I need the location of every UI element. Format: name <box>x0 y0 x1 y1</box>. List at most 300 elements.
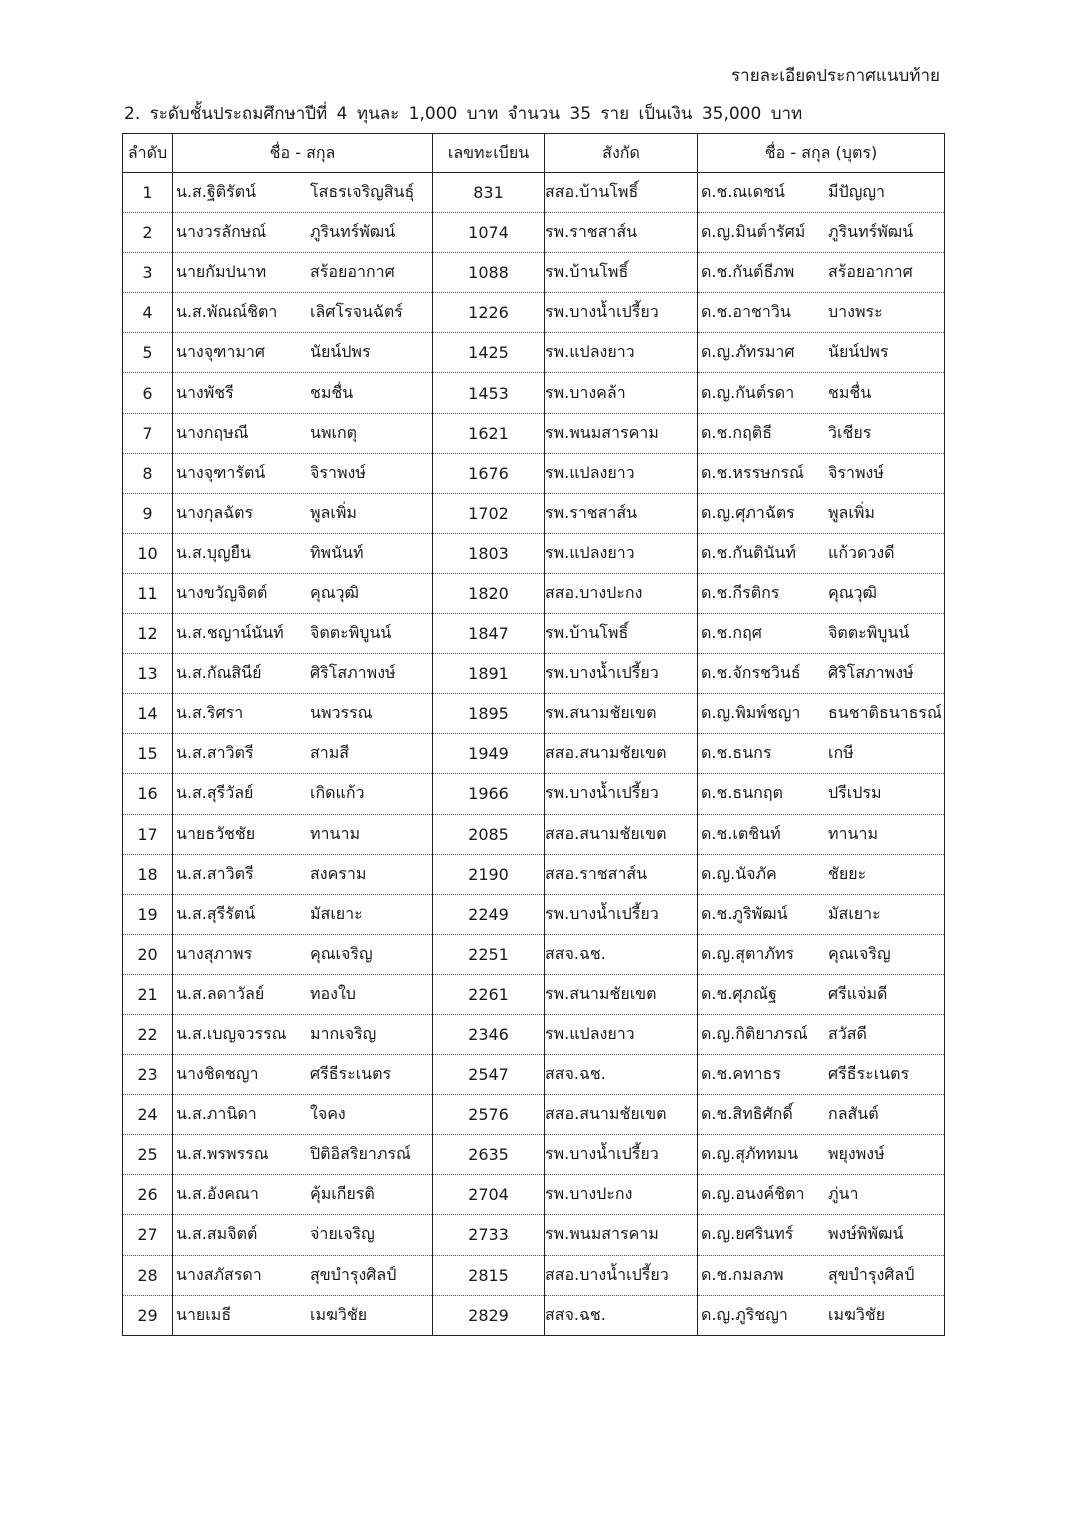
member-first-name: น.ส.ชญาน์นันท์ <box>176 623 284 643</box>
child-first-name: ด.ช.ศุภณัฐ <box>701 983 777 1003</box>
row-number: 11 <box>123 573 173 613</box>
row-number: 3 <box>123 253 173 293</box>
member-name-cell <box>173 1135 433 1175</box>
child-last-name: มัสเยาะ <box>828 903 881 923</box>
affiliation: สสจ.ฉช. <box>545 1295 698 1335</box>
registration-number: 2249 <box>433 894 545 934</box>
member-last-name: จ่ายเจริญ <box>310 1224 375 1244</box>
member-name-cell <box>173 974 433 1014</box>
registration-number: 1074 <box>433 213 545 253</box>
table-row <box>123 333 945 373</box>
child-first-name: ด.ญ.ศุภาฉัตร <box>701 502 795 522</box>
affiliation: รพ.แปลงยาว <box>545 453 698 493</box>
table-row <box>123 814 945 854</box>
member-first-name: น.ส.สมจิตต์ <box>176 1224 258 1244</box>
child-last-name: ภูรินทร์พัฒน์ <box>828 222 914 242</box>
affiliation: สสอ.บางปะกง <box>545 573 698 613</box>
member-first-name: นางขวัญจิตต์ <box>176 582 268 602</box>
child-name-cell <box>698 413 945 453</box>
affiliation: รพ.บางปะกง <box>545 1175 698 1215</box>
child-name-cell <box>698 894 945 934</box>
col-header-no: ลำดับ <box>123 134 173 173</box>
member-last-name: ปิติอิสริยาภรณ์ <box>310 1144 411 1164</box>
child-first-name: ด.ญ.สุตาภัทร <box>701 943 795 963</box>
child-first-name: ด.ช.อาชาวิน <box>701 302 791 322</box>
registration-number: 1226 <box>433 293 545 333</box>
child-last-name: ภู่นา <box>828 1184 859 1204</box>
member-name-cell <box>173 1295 433 1335</box>
member-first-name: นายธวัชชัย <box>176 823 256 843</box>
member-first-name: นางชิดชญา <box>176 1064 259 1084</box>
row-number: 4 <box>123 293 173 333</box>
row-number: 1 <box>123 173 173 213</box>
member-last-name: สงคราม <box>310 863 367 883</box>
table-row <box>123 413 945 453</box>
child-last-name: ชมชื่น <box>828 382 872 402</box>
section-heading: 2. ระดับชั้นประถมศึกษาปีที่ 4 ทุนละ 1,000 บาท จำนวน 35 ราย เป็นเงิน 35,000 บาท <box>124 104 803 124</box>
registration-number: 2261 <box>433 974 545 1014</box>
affiliation: รพ.บ้านโพธิ์ <box>545 253 698 293</box>
child-name-cell <box>698 734 945 774</box>
row-number: 25 <box>123 1135 173 1175</box>
registration-number: 1847 <box>433 614 545 654</box>
registration-number: 2346 <box>433 1014 545 1054</box>
row-number: 17 <box>123 814 173 854</box>
child-name-cell <box>698 934 945 974</box>
row-number: 6 <box>123 373 173 413</box>
registration-number: 2829 <box>433 1295 545 1335</box>
member-last-name: ทองใบ <box>310 983 356 1003</box>
child-last-name: เมฆวิชัย <box>828 1304 886 1324</box>
row-number: 10 <box>123 533 173 573</box>
row-number: 27 <box>123 1215 173 1255</box>
child-last-name: ชัยยะ <box>828 863 867 883</box>
child-last-name: จิราพงษ์ <box>828 462 884 482</box>
member-name-cell <box>173 854 433 894</box>
child-last-name: ทานาม <box>828 823 878 843</box>
child-last-name: เกษี <box>828 743 854 763</box>
row-number: 9 <box>123 493 173 533</box>
child-name-cell <box>698 173 945 213</box>
child-first-name: ด.ญ.กันต์รดา <box>701 382 795 402</box>
table-row <box>123 1215 945 1255</box>
row-number: 24 <box>123 1095 173 1135</box>
child-name-cell <box>698 293 945 333</box>
affiliation: รพ.แปลงยาว <box>545 1014 698 1054</box>
member-last-name: นพเกตุ <box>310 422 358 442</box>
affiliation: รพ.บางน้ำเปรี้ยว <box>545 654 698 694</box>
affiliation: รพ.บ้านโพธิ์ <box>545 614 698 654</box>
affiliation: รพ.บางน้ำเปรี้ยว <box>545 293 698 333</box>
child-name-cell <box>698 854 945 894</box>
member-name-cell <box>173 614 433 654</box>
member-first-name: น.ส.กัณสินีย์ <box>176 663 262 683</box>
table-row <box>123 774 945 814</box>
registration-number: 2704 <box>433 1175 545 1215</box>
table-row <box>123 974 945 1014</box>
registration-number: 1425 <box>433 333 545 373</box>
child-first-name: ด.ช.ธนกร <box>701 743 772 763</box>
registration-number: 1702 <box>433 493 545 533</box>
member-first-name: น.ส.ฐิติรัตน์ <box>176 182 257 202</box>
child-name-cell <box>698 1175 945 1215</box>
table-row <box>123 614 945 654</box>
member-last-name: สุขบำรุงศิลป์ <box>310 1264 397 1284</box>
affiliation: สสจ.ฉช. <box>545 934 698 974</box>
row-number: 5 <box>123 333 173 373</box>
member-name-cell <box>173 694 433 734</box>
table-row <box>123 573 945 613</box>
child-last-name: ธนชาติธนาธรณ์ <box>828 703 942 723</box>
child-first-name: ด.ช.กันตินันท์ <box>701 542 796 562</box>
member-name-cell <box>173 293 433 333</box>
child-last-name: มีปัญญา <box>828 182 885 202</box>
member-last-name: จิราพงษ์ <box>310 462 366 482</box>
table-row <box>123 694 945 734</box>
member-first-name: น.ส.สาวิตรี <box>176 743 254 763</box>
table-row <box>123 854 945 894</box>
table-row <box>123 293 945 333</box>
child-name-cell <box>698 573 945 613</box>
member-last-name: จิตตะพิบูนน์ <box>310 623 392 643</box>
registration-number: 2635 <box>433 1135 545 1175</box>
registration-number: 1803 <box>433 533 545 573</box>
child-first-name: ด.ญ.กิติยาภรณ์ <box>701 1024 808 1044</box>
table-row <box>123 213 945 253</box>
member-last-name: ศรีธีระเนตร <box>310 1064 392 1084</box>
member-name-cell <box>173 413 433 453</box>
col-header-reg: เลขทะเบียน <box>433 134 545 173</box>
child-first-name: ด.ช.จักรชวินธ์ <box>701 663 801 683</box>
child-first-name: ด.ช.หรรษกรณ์ <box>701 462 804 482</box>
member-name-cell <box>173 253 433 293</box>
affiliation: รพ.แปลงยาว <box>545 533 698 573</box>
child-last-name: ศรีแจ่มดี <box>828 983 888 1003</box>
affiliation: รพ.ราชสาส์น <box>545 493 698 533</box>
member-name-cell <box>173 734 433 774</box>
registration-number: 1966 <box>433 774 545 814</box>
member-last-name: คุณเจริญ <box>310 943 373 963</box>
scholarship-table <box>122 133 945 1336</box>
affiliation: รพ.บางน้ำเปรี้ยว <box>545 1135 698 1175</box>
affiliation: รพ.บางน้ำเปรี้ยว <box>545 894 698 934</box>
affiliation: รพ.บางน้ำเปรี้ยว <box>545 774 698 814</box>
member-last-name: เลิศโรจนฉัตร์ <box>310 302 403 322</box>
child-first-name: ด.ช.กันต์ธีภพ <box>701 262 795 282</box>
child-name-cell <box>698 694 945 734</box>
member-first-name: น.ส.พัณณ์ชิตา <box>176 302 278 322</box>
member-last-name: เมฆวิชัย <box>310 1304 368 1324</box>
child-last-name: ปรีเปรม <box>828 783 882 803</box>
row-number: 21 <box>123 974 173 1014</box>
member-first-name: นายเมธี <box>176 1304 232 1324</box>
member-first-name: นางจุฑารัตน์ <box>176 462 266 482</box>
child-last-name: ศิริโสภาพงษ์ <box>828 663 914 683</box>
member-first-name: นางวรลักษณ์ <box>176 222 267 242</box>
member-name-cell <box>173 373 433 413</box>
child-last-name: นัยน์ปพร <box>828 342 889 362</box>
member-name-cell <box>173 1055 433 1095</box>
member-last-name: มัสเยาะ <box>310 903 363 923</box>
child-first-name: ด.ช.กฤศ <box>701 623 762 643</box>
child-first-name: ด.ญ.สุภัททมน <box>701 1144 799 1164</box>
child-first-name: ด.ญ.ภูริชญา <box>701 1304 788 1324</box>
child-last-name: คุณวุฒิ <box>828 582 877 602</box>
attachment-note: รายละเอียดประกาศแนบท้าย <box>731 66 940 86</box>
affiliation: รพ.พนมสารคาม <box>545 1215 698 1255</box>
row-number: 13 <box>123 654 173 694</box>
row-number: 7 <box>123 413 173 453</box>
member-first-name: น.ส.สุรีรัตน์ <box>176 903 256 923</box>
member-name-cell <box>173 493 433 533</box>
affiliation: รพ.แปลงยาว <box>545 333 698 373</box>
row-number: 18 <box>123 854 173 894</box>
row-number: 22 <box>123 1014 173 1054</box>
registration-number: 2085 <box>433 814 545 854</box>
child-first-name: ด.ช.กฤติธี <box>701 422 772 442</box>
child-name-cell <box>698 1215 945 1255</box>
member-last-name: ภูรินทร์พัฒน์ <box>310 222 396 242</box>
child-first-name: ด.ช.สิทธิศักดิ์ <box>701 1104 793 1124</box>
member-first-name: น.ส.ริศรา <box>176 703 244 723</box>
member-name-cell <box>173 573 433 613</box>
registration-number: 1676 <box>433 453 545 493</box>
registration-number: 1891 <box>433 654 545 694</box>
child-first-name: ด.ญ.มินต์ารัศม์ <box>701 222 806 242</box>
affiliation: รพ.บางคล้า <box>545 373 698 413</box>
table-row <box>123 934 945 974</box>
registration-number: 1820 <box>433 573 545 613</box>
registration-number: 2733 <box>433 1215 545 1255</box>
child-name-cell <box>698 1055 945 1095</box>
member-last-name: สร้อยอากาศ <box>310 262 395 282</box>
child-name-cell <box>698 614 945 654</box>
row-number: 12 <box>123 614 173 654</box>
child-last-name: พูลเพิ่ม <box>828 502 875 522</box>
row-number: 16 <box>123 774 173 814</box>
child-last-name: บางพระ <box>828 302 883 322</box>
child-name-cell <box>698 253 945 293</box>
child-name-cell <box>698 1014 945 1054</box>
child-first-name: ด.ช.ธนกฤต <box>701 783 783 803</box>
child-last-name: กลสันต์ <box>828 1104 879 1124</box>
col-header-child: ชื่อ - สกุล (บุตร) <box>698 134 945 173</box>
member-name-cell <box>173 1255 433 1295</box>
member-name-cell <box>173 1215 433 1255</box>
member-name-cell <box>173 333 433 373</box>
member-last-name: นัยน์ปพร <box>310 342 371 362</box>
row-number: 29 <box>123 1295 173 1335</box>
member-first-name: น.ส.ภานิดา <box>176 1104 257 1124</box>
affiliation: รพ.สนามชัยเขต <box>545 974 698 1014</box>
table-row <box>123 1055 945 1095</box>
child-name-cell <box>698 1135 945 1175</box>
row-number: 14 <box>123 694 173 734</box>
affiliation: สสอ.สนามชัยเขต <box>545 1095 698 1135</box>
table-row <box>123 654 945 694</box>
child-first-name: ด.ญ.อนงค์ชิตา <box>701 1184 805 1204</box>
child-name-cell <box>698 373 945 413</box>
registration-number: 2251 <box>433 934 545 974</box>
member-last-name: ศิริโสภาพงษ์ <box>310 663 396 683</box>
affiliation: สสอ.บ้านโพธิ์ <box>545 173 698 213</box>
child-last-name: ศรีธีระเนตร <box>828 1064 910 1084</box>
member-last-name: สามสี <box>310 743 350 763</box>
row-number: 23 <box>123 1055 173 1095</box>
row-number: 26 <box>123 1175 173 1215</box>
member-first-name: น.ส.ลดาวัลย์ <box>176 983 265 1003</box>
table-row <box>123 373 945 413</box>
registration-number: 2576 <box>433 1095 545 1135</box>
member-last-name: เกิดแก้ว <box>310 783 365 803</box>
member-first-name: น.ส.อังคณา <box>176 1184 259 1204</box>
affiliation: รพ.ราชสาส์น <box>545 213 698 253</box>
member-first-name: นางจุฑามาศ <box>176 342 266 362</box>
member-last-name: คุ้มเกียรติ <box>310 1184 375 1204</box>
child-first-name: ด.ช.เตชินท์ <box>701 823 781 843</box>
registration-number: 2547 <box>433 1055 545 1095</box>
table-row <box>123 493 945 533</box>
member-last-name: ทานาม <box>310 823 360 843</box>
table-row <box>123 734 945 774</box>
member-last-name: คุณวุฒิ <box>310 582 359 602</box>
table-row <box>123 533 945 573</box>
row-number: 15 <box>123 734 173 774</box>
table-row <box>123 1255 945 1295</box>
member-first-name: นางสุภาพร <box>176 943 253 963</box>
child-first-name: ด.ช.กีรติกร <box>701 582 780 602</box>
child-name-cell <box>698 1295 945 1335</box>
child-first-name: ด.ช.ณเดชน์ <box>701 182 785 202</box>
child-last-name: สร้อยอากาศ <box>828 262 913 282</box>
member-name-cell <box>173 1095 433 1135</box>
member-name-cell <box>173 774 433 814</box>
child-last-name: พยุงพงษ์ <box>828 1144 885 1164</box>
member-last-name: พูลเพิ่ม <box>310 502 357 522</box>
table-row <box>123 1295 945 1335</box>
table-row <box>123 173 945 213</box>
row-number: 28 <box>123 1255 173 1295</box>
child-first-name: ด.ช.คทาธร <box>701 1064 782 1084</box>
child-first-name: ด.ช.กมลภพ <box>701 1264 784 1284</box>
member-last-name: นพวรรณ <box>310 703 373 723</box>
member-first-name: น.ส.สุรีวัลย์ <box>176 783 254 803</box>
child-name-cell <box>698 654 945 694</box>
table-row <box>123 1175 945 1215</box>
registration-number: 1453 <box>433 373 545 413</box>
registration-number: 2190 <box>433 854 545 894</box>
table-body <box>123 173 945 1336</box>
member-last-name: มากเจริญ <box>310 1024 377 1044</box>
table-row <box>123 1014 945 1054</box>
child-name-cell <box>698 533 945 573</box>
col-header-name: ชื่อ - สกุล <box>173 134 433 173</box>
member-first-name: นางสภัสรดา <box>176 1264 262 1284</box>
member-name-cell <box>173 934 433 974</box>
child-name-cell <box>698 1255 945 1295</box>
member-last-name: ใจคง <box>310 1104 346 1124</box>
child-name-cell <box>698 333 945 373</box>
table-row <box>123 253 945 293</box>
affiliation: สสอ.สนามชัยเขต <box>545 814 698 854</box>
member-name-cell <box>173 453 433 493</box>
registration-number: 1949 <box>433 734 545 774</box>
table-row <box>123 453 945 493</box>
child-last-name: คุณเจริญ <box>828 943 891 963</box>
child-name-cell <box>698 1095 945 1135</box>
child-name-cell <box>698 774 945 814</box>
table-row <box>123 894 945 934</box>
member-name-cell <box>173 654 433 694</box>
row-number: 8 <box>123 453 173 493</box>
child-last-name: วิเชียร <box>828 422 872 442</box>
affiliation: สสจ.ฉช. <box>545 1055 698 1095</box>
registration-number: 1088 <box>433 253 545 293</box>
member-last-name: ทิพนันท์ <box>310 542 364 562</box>
member-name-cell <box>173 173 433 213</box>
member-first-name: นางพัชรี <box>176 382 234 402</box>
affiliation: สสอ.บางน้ำเปรี้ยว <box>545 1255 698 1295</box>
table-row <box>123 1095 945 1135</box>
member-name-cell <box>173 213 433 253</box>
affiliation: รพ.พนมสารคาม <box>545 413 698 453</box>
member-first-name: น.ส.พรพรรณ <box>176 1144 269 1164</box>
row-number: 19 <box>123 894 173 934</box>
member-first-name: นางกุลฉัตร <box>176 502 254 522</box>
child-first-name: ด.ญ.ยศรินทร์ <box>701 1224 794 1244</box>
child-last-name: พงษ์พิพัฒน์ <box>828 1224 904 1244</box>
table-header-row <box>123 134 945 173</box>
member-first-name: น.ส.เบญจวรรณ <box>176 1024 287 1044</box>
child-name-cell <box>698 213 945 253</box>
child-first-name: ด.ช.ภูริพัฒน์ <box>701 903 788 923</box>
registration-number: 831 <box>433 173 545 213</box>
child-first-name: ด.ญ.ภัทรมาศ <box>701 342 795 362</box>
child-last-name: สวัสดี <box>828 1024 867 1044</box>
child-name-cell <box>698 974 945 1014</box>
member-first-name: นางกฤษณี <box>176 422 249 442</box>
table-row <box>123 1135 945 1175</box>
member-name-cell <box>173 814 433 854</box>
child-last-name: จิตตะพิบูนน์ <box>828 623 910 643</box>
child-last-name: สุขบำรุงศิลป์ <box>828 1264 915 1284</box>
member-first-name: น.ส.บุญยืน <box>176 542 251 562</box>
affiliation: สสอ.สนามชัยเขต <box>545 734 698 774</box>
affiliation: สสอ.ราชสาส์น <box>545 854 698 894</box>
row-number: 20 <box>123 934 173 974</box>
child-name-cell <box>698 814 945 854</box>
child-first-name: ด.ญ.พิมพ์ชญา <box>701 703 801 723</box>
member-name-cell <box>173 1175 433 1215</box>
member-name-cell <box>173 894 433 934</box>
child-name-cell <box>698 453 945 493</box>
child-name-cell <box>698 493 945 533</box>
member-name-cell <box>173 533 433 573</box>
child-last-name: แก้วดวงดี <box>828 542 895 562</box>
member-first-name: นายกัมปนาท <box>176 262 267 282</box>
member-first-name: น.ส.สาวิตรี <box>176 863 254 883</box>
col-header-affiliation: สังกัด <box>545 134 698 173</box>
child-first-name: ด.ญ.นัจภัค <box>701 863 777 883</box>
member-name-cell <box>173 1014 433 1054</box>
registration-number: 1621 <box>433 413 545 453</box>
affiliation: รพ.สนามชัยเขต <box>545 694 698 734</box>
registration-number: 2815 <box>433 1255 545 1295</box>
member-last-name: โสธรเจริญสินธุ์ <box>310 182 415 202</box>
row-number: 2 <box>123 213 173 253</box>
registration-number: 1895 <box>433 694 545 734</box>
member-last-name: ชมชื่น <box>310 382 354 402</box>
